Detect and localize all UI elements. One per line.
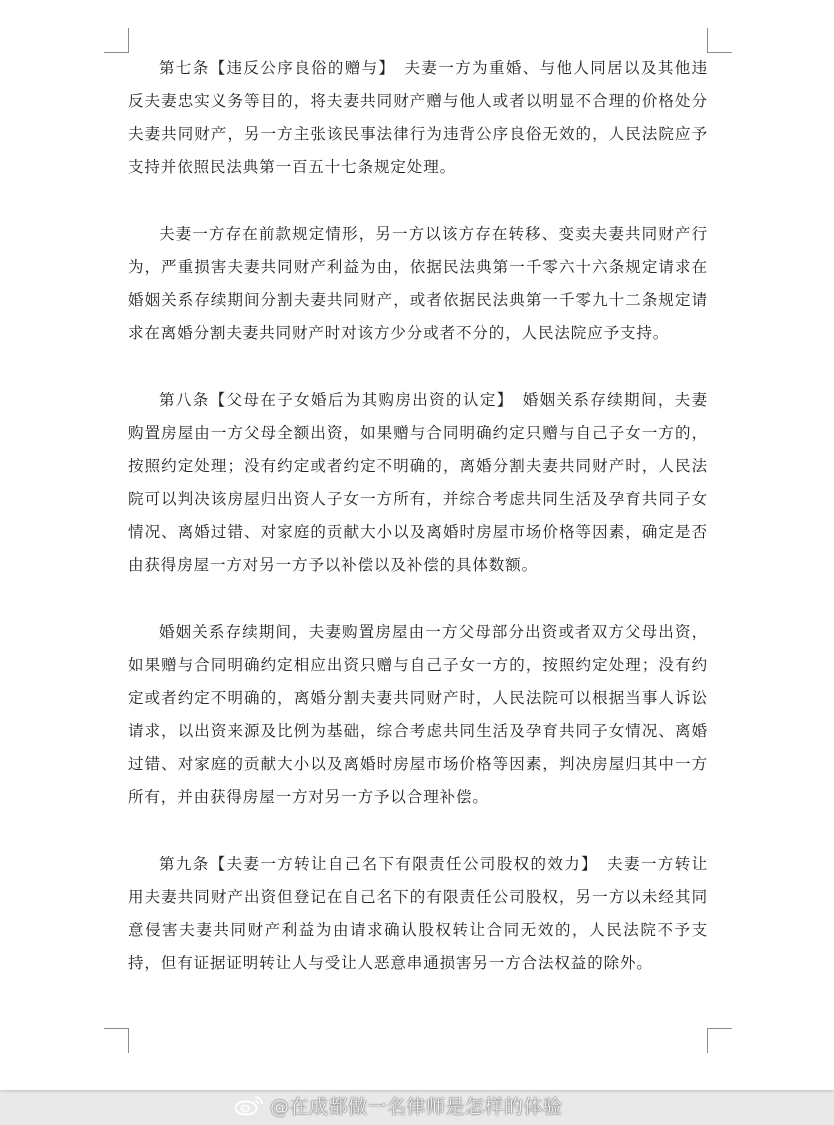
document-body: [128, 52, 708, 1014]
paragraph-text: 夫妻一方存在前款规定情形，另一方以该方存在转移、变卖夫妻共同财产行为，严重损害夫妻共同财产利益为由，依据民法典第一千零六十六条规定请求在婚姻关系存续期间分割夫妻共同财产，或者依据民法典第一千零九十二条规定请求在离婚分割夫妻共同财产时对该方少分或者不分的，人民法院应予支持。: [128, 225, 708, 342]
weibo-watermark: [234, 1092, 563, 1118]
paragraph-text: 婚姻关系存续期间，夫妻购置房屋由一方父母全额出资，如果赠与合同明确约定只赠与自己子女一方的，按照约定处理；没有约定或者约定不明确的，离婚分割夫妻共同财产时，人民法院可以判决该房屋归出资人子女一方所有，并综合考虑共同生活及孕育共同子女情况、离婚过错、对家庭的贡献大小以及离婚时房屋市场价格等因素，确定是否由获得房屋一方对另一方予以补偿以及补偿的具体数额。: [128, 391, 708, 574]
paragraph-text: 婚姻关系存续期间，夫妻购置房屋由一方父母部分出资或者双方父母出资，如果赠与合同明确约定相应出资只赠与自己子女一方的，按照约定处理；没有约定或者约定不明确的，离婚分割夫妻共同财产时，人民法院可以根据当事人诉讼请求，以出资来源及比例为基础，综合考虑共同生活及孕育共同子女情况、离婚过错、对家庭的贡献大小以及离婚时房屋市场价格等因素，判决房屋归其中一方所有，并由获得房屋一方对另一方予以合理补偿。: [128, 623, 708, 806]
crop-mark-bottom-right: [707, 1028, 732, 1053]
paragraph-article-8: [128, 384, 708, 582]
paragraph-text: 夫妻一方转让用夫妻共同财产出资但登记在自己名下的有限责任公司股权，另一方以未经其同意侵害夫妻共同财产利益为由请求确认股权转让合同无效的，人民法院不予支持，但有证据证明转让人与受让人恶意串通损害另一方合法权益的除外。: [128, 855, 708, 972]
crop-mark-top-right: [707, 28, 732, 53]
article-heading: 第九条【夫妻一方转让自己名下有限责任公司股权的效力】: [159, 855, 591, 873]
paragraph-text: 夫妻一方为重婚、与他人同居以及其他违反夫妻忠实义务等目的，将夫妻共同财产赠与他人或者以明显不合理的价格处分夫妻共同财产，另一方主张该民事法律行为违背公序良俗无效的，人民法院应予支持并依照民法典第一百五十七条规定处理。: [128, 59, 708, 176]
paragraph-article-8-clause-2: [128, 616, 708, 814]
crop-mark-top-left: [104, 28, 129, 53]
weibo-icon: [234, 1094, 264, 1116]
paragraph-article-9: [128, 848, 708, 980]
crop-mark-bottom-left: [104, 1028, 129, 1053]
paragraph-article-7-clause-2: [128, 218, 708, 350]
article-heading: 第八条【父母在子女婚后为其购房出资的认定】: [159, 391, 506, 409]
watermark-text: @在成都做一名律师是怎样的体验: [270, 1095, 563, 1118]
paragraph-article-7: [128, 52, 708, 184]
article-heading: 第七条【违反公序良俗的赠与】: [159, 59, 388, 77]
